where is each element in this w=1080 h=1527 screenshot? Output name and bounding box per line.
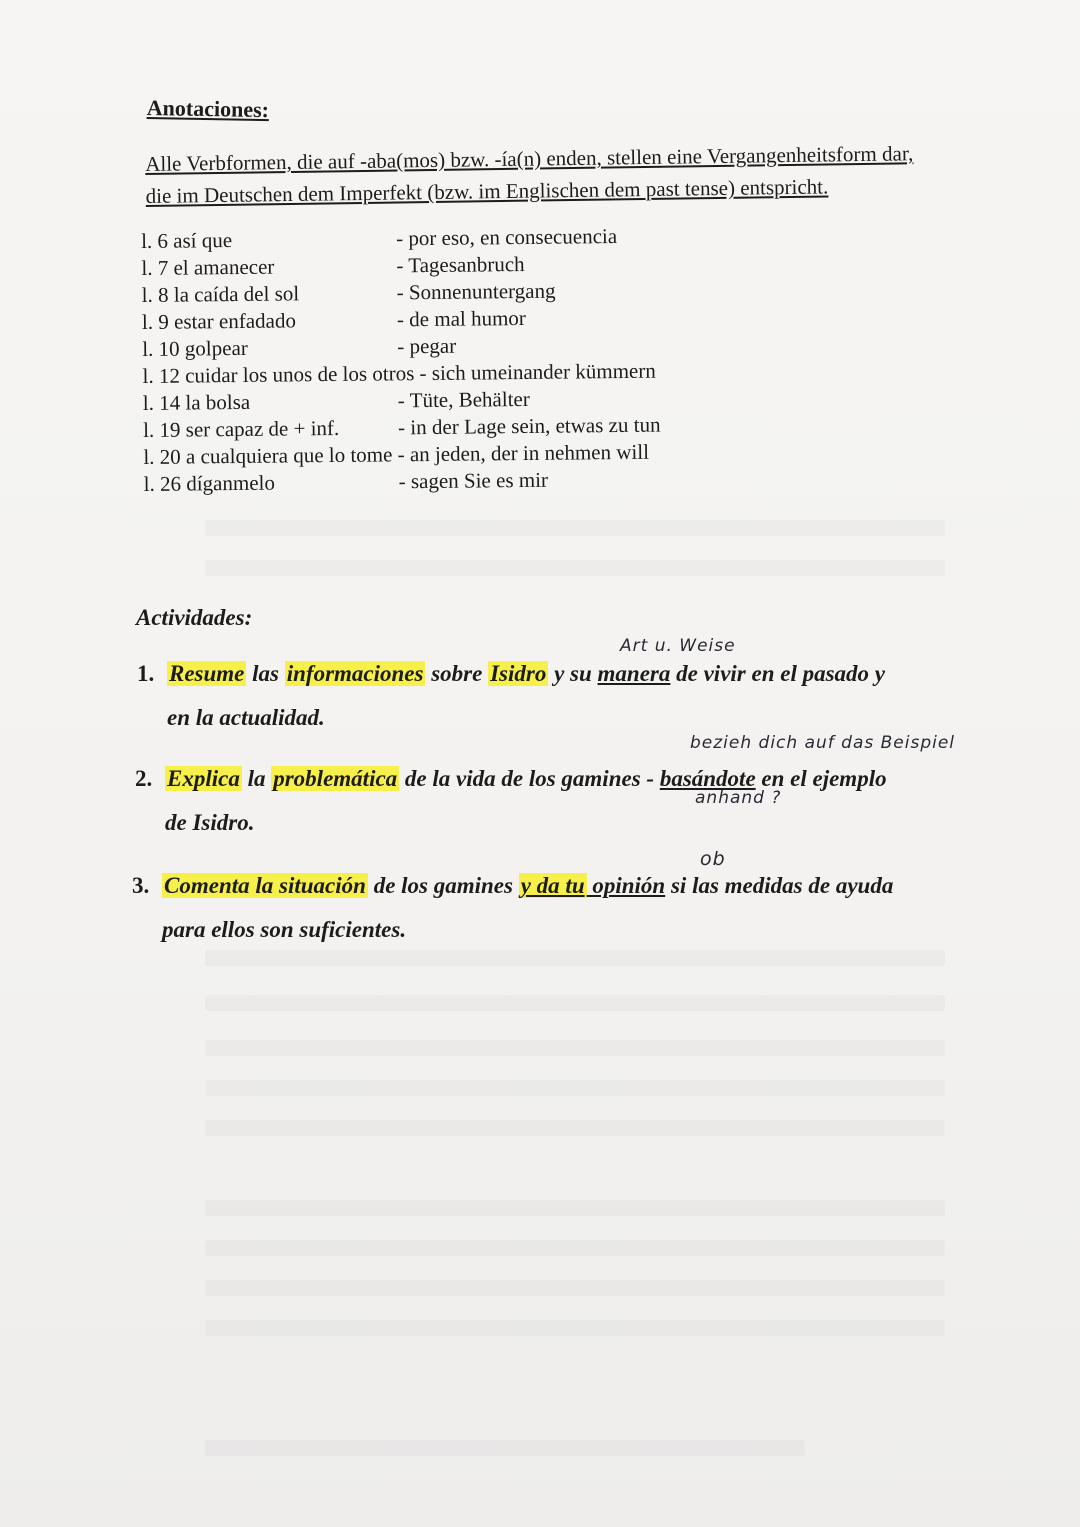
task-text: en el ejemplo xyxy=(755,766,887,791)
task-number: 3. xyxy=(132,873,150,898)
highlighted-phrase: Comenta la situación xyxy=(164,873,366,898)
vocab-translation: - in der Lage sein, etwas zu tun xyxy=(397,412,661,440)
vocab-term: l. 10 golpear xyxy=(142,335,248,361)
vocab-translation: - pegar xyxy=(397,333,457,359)
vocab-translation: - por eso, en consecuencia xyxy=(395,224,618,251)
task-3 xyxy=(132,864,893,952)
highlighted-phrase: y da tu xyxy=(520,873,585,898)
task-text: de los gamines xyxy=(367,873,519,898)
handwritten-note: anhand ? xyxy=(695,788,782,808)
task-1 xyxy=(137,652,885,740)
task-text: y su xyxy=(548,661,598,686)
vocab-term: l. 19 ser capaz de + inf. xyxy=(142,415,340,442)
vocab-translation: - an jeden, der in nehmen will xyxy=(392,439,650,467)
vocab-translation: - Tagesanbruch xyxy=(396,251,525,278)
underlined-word: basándote xyxy=(659,766,756,791)
highlighted-word: informaciones xyxy=(286,661,424,686)
vocab-row xyxy=(144,466,658,498)
vocab-term: l. 7 el amanecer xyxy=(141,254,275,280)
vocab-term: l. 9 estar enfadado xyxy=(141,308,297,334)
vocab-term: l. 26 díganmelo xyxy=(143,470,276,496)
task-number: 2. xyxy=(135,766,153,791)
vocab-translation: - Sonnenuntergang xyxy=(396,278,556,305)
highlighted-word: Explica xyxy=(167,766,240,791)
grammar-note-line-2: die im Deutschen dem Imperfekt (bzw. im Englischen dem past tense) entspricht. xyxy=(145,174,829,208)
underlined-word: opinión xyxy=(586,873,666,898)
vocab-translation: - Tüte, Behälter xyxy=(397,386,530,413)
task-number: 1. xyxy=(137,661,155,686)
vocab-translation: - sagen Sie es mir xyxy=(398,467,549,494)
task-text: sobre xyxy=(425,661,489,686)
vocab-term: l. 20 a cualquiera que lo tome xyxy=(143,442,393,469)
task-1-line-2: en la actualidad. xyxy=(167,705,325,730)
vocab-term: l. 6 así que xyxy=(141,228,233,253)
highlighted-word: Resume xyxy=(169,661,245,686)
task-text: de vivir en el pasado y xyxy=(670,661,886,686)
vocabulary-list xyxy=(141,223,661,498)
grammar-note xyxy=(145,137,966,212)
task-2-line-2: de Isidro. xyxy=(165,810,255,835)
vocab-term: l. 12 cuidar los unos de los otros xyxy=(142,361,415,388)
task-3-line-2: para ellos son suficientes. xyxy=(162,917,407,942)
underlined-word: manera xyxy=(597,661,671,686)
task-text: de la vida de los gamines - xyxy=(399,766,660,791)
vocab-translation: - de mal humor xyxy=(396,305,526,332)
task-text: las xyxy=(246,661,285,686)
highlighted-word: problemática xyxy=(273,766,398,791)
vocab-translation: - sich umeinander kümmern xyxy=(414,358,656,386)
task-text: si las medidas de ayuda xyxy=(665,873,894,898)
anotaciones-heading: Anotaciones: xyxy=(146,95,270,123)
actividades-heading: Actividades: xyxy=(136,605,253,630)
handwritten-note: ob xyxy=(700,848,726,870)
task-3-line-1 xyxy=(132,864,893,908)
vocab-term: l. 8 la caída del sol xyxy=(141,281,300,307)
grammar-note-line-1: Alle Verbformen, die auf -aba(mos) bzw. -ía(n) enden, stellen eine Vergangenheitsform dar, xyxy=(145,141,914,176)
task-text: la xyxy=(241,766,272,791)
handwritten-note: Art u. Weise xyxy=(620,636,736,656)
vocab-term: l. 14 la bolsa xyxy=(142,389,251,415)
handwritten-note: bezieh dich auf das Beispiel xyxy=(690,733,956,753)
highlighted-word: Isidro xyxy=(490,661,547,686)
task-1-line-1 xyxy=(137,652,885,696)
